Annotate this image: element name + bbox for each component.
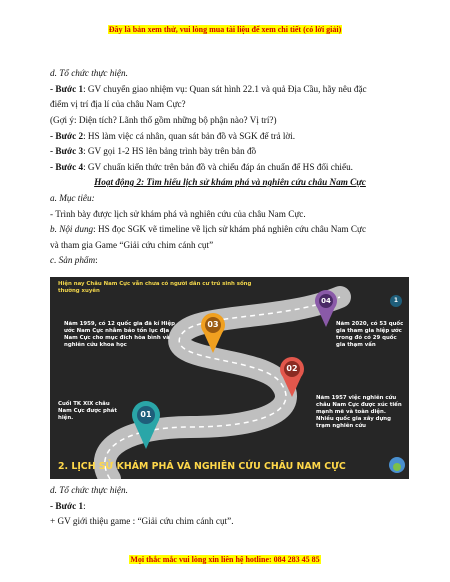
org-title-1: d. Tổ chức thực hiện.	[50, 68, 128, 78]
hint-line: (Gợi ý: Diện tích? Lãnh thổ gồm những bộ phận nào? Vị trí?)	[50, 115, 277, 125]
event-2020: Năm 2020, có 53 quốc gia tham gia hiệp ước trong đó có 29 quốc gia thạm vấn	[336, 321, 404, 348]
top-banner: Đây là bản xem thử, vui lòng mua tài liệu để xem chi tiết (có lời giải)	[108, 25, 342, 34]
pin-03-label: 03	[207, 320, 219, 329]
small-marker-label: 1	[393, 297, 399, 304]
pin-01-label: 01	[140, 410, 152, 419]
game-intro: + GV giới thiệu game : “Giải cứu chim cánh cụt”.	[50, 516, 234, 526]
activity2-heading: Hoạt động 2: Tìm hiểu lịch sử khám phá và nghiên cứu châu Nam Cực	[94, 177, 366, 187]
step4-line: - Bước 4: GV chuẩn kiến thức trên bản đồ và chiếu đáp án chuẩn để HS đối chiếu.	[50, 162, 353, 172]
step2-line: - Bước 2: HS làm việc cá nhân, quan sát bản đồ và SGK để trả lời.	[50, 131, 296, 141]
event-1957: Năm 1957 việc nghiên cứu châu Nam Cực được xúc tiến mạnh mẽ và toàn diện. Nhiều quốc gia xây dựng trạm nghiên cứu	[316, 395, 402, 429]
infographic-art	[50, 277, 409, 479]
step1-line: - Bước 1: GV chuyển giao nhiệm vụ: Quan sát hình 22.1 và quả Địa Cầu, hãy nêu đặc	[50, 84, 367, 94]
step3-line: - Bước 3: GV gọi 1-2 HS lên bảng trình bày trên bản đồ	[50, 146, 257, 156]
org-title-2: d. Tổ chức thực hiện.	[50, 485, 128, 495]
intro-note: Hiện nay Châu Nam Cực vẫn chưa có người dân cư trú sinh sống thường xuyên	[58, 281, 252, 294]
history-infographic	[50, 277, 409, 479]
goal-text: - Trình bày được lịch sử khám phá và nghiên cứu của châu Nam Cực.	[50, 209, 306, 219]
step1-line2: điểm vị trí địa lí của châu Nam Cực?	[50, 99, 186, 109]
event-19th-century: Cuối TK XIX châu Nam Cực được phát hiện.	[58, 401, 117, 421]
event-1959: Năm 1959, có 12 quốc gia đã kí Hiệp ước Nam Cực nhằm bảo tồn lục địa Nam Cực cho mục đích hòa bình và nghiên cứu khoa học	[64, 321, 175, 348]
pin-04-label: 04	[321, 297, 331, 305]
pin-02-label: 02	[286, 364, 298, 373]
infographic-title: 2. LỊCH SỬ KHÁM PHÁ VÀ NGHIÊN CỨU CHÂU NAM CỰC	[58, 461, 346, 472]
goal-label: a. Mục tiêu:	[50, 193, 95, 203]
content-line: b. Nội dung: HS đọc SGK vẽ timeline về lịch sử khám phá nghiên cứu châu Nam Cực	[50, 224, 367, 234]
step1-line-2: - Bước 1:	[50, 501, 86, 511]
product-label: c. Sản phẩm:	[50, 255, 98, 265]
content-line2: và tham gia Game “Giải cứu chim cánh cụt”	[50, 240, 214, 250]
bottom-banner: Mọi thắc mắc vui lòng xin liên hệ hotline: 084 283 45 85	[130, 555, 320, 564]
